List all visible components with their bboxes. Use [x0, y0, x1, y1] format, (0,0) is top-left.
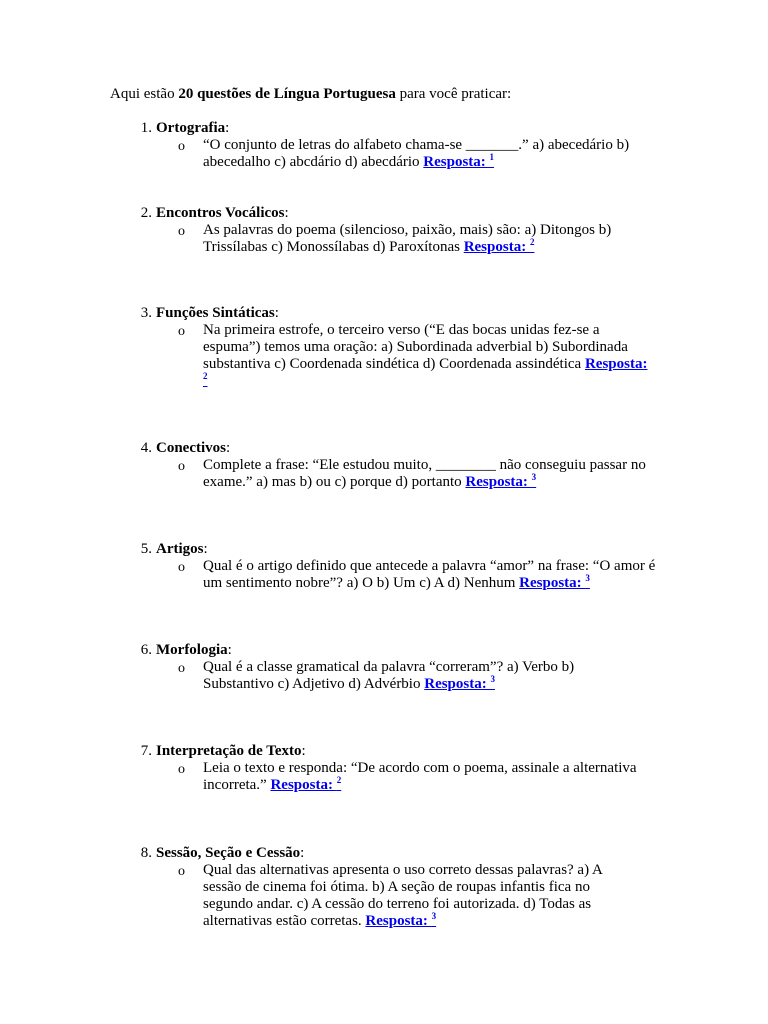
question-body: Qual é o artigo definido que antecede a palavra “amor” na frase: “O amor é um sentimento nobre”? a) O b) Um c) A d) Nenhum	[203, 558, 656, 591]
question-text	[203, 659, 603, 693]
question-body: Na primeira estrofe, o terceiro verso (“E das bocas unidas fez-se a espuma”) temos uma oração: a) Subordinada adverbial b) Subordinada substantiva c) Coordenada sindética d) Coordenada assindética	[203, 322, 628, 372]
question-title: Ortografia	[156, 120, 226, 136]
question-heading	[140, 440, 231, 457]
answer-link[interactable]	[423, 154, 494, 170]
question-number: 7.	[140, 743, 152, 759]
answer-footnote-ref: 2	[336, 775, 342, 785]
answer-label: Resposta:	[519, 575, 586, 591]
answer-footnote-ref: 3	[531, 472, 537, 482]
question-number: 3.	[140, 305, 152, 321]
question-body: Complete a frase: “Ele estudou muito, ________ não conseguiu passar no exame.” a) mas b) ou c) porque d) portanto	[203, 457, 646, 490]
bullet-icon: o	[178, 864, 185, 879]
answer-link[interactable]	[519, 575, 590, 591]
bullet-icon: o	[178, 459, 185, 474]
question-number: 4.	[140, 440, 152, 456]
answer-label: Resposta:	[465, 474, 532, 490]
bullet-icon: o	[178, 324, 185, 339]
question-colon: :	[274, 305, 279, 321]
intro-prefix: Aqui estão	[110, 86, 179, 102]
answer-link[interactable]	[270, 777, 341, 793]
intro-line	[110, 85, 511, 103]
question-text	[203, 457, 659, 491]
question-colon: :	[226, 440, 231, 456]
answer-footnote-ref: 3	[490, 674, 495, 684]
answer-label: Resposta:	[365, 913, 432, 929]
answer-link[interactable]	[465, 474, 536, 490]
question-colon: :	[203, 541, 208, 557]
question-colon: :	[300, 845, 305, 861]
answer-footnote-ref: 3	[431, 911, 437, 921]
answer-footnote-ref: 3	[585, 573, 590, 583]
answer-label: Resposta:	[463, 239, 530, 255]
answer-link[interactable]	[424, 676, 495, 692]
question-body: Qual é a classe gramatical da palavra “correram”? a) Verbo b) Substantivo c) Adjetivo d) Advérbio	[203, 659, 575, 692]
question-title: Encontros Vocálicos	[156, 205, 285, 221]
bullet-icon: o	[178, 139, 185, 154]
question-heading	[140, 541, 208, 558]
question-number: 2.	[140, 205, 152, 221]
question-heading	[140, 305, 279, 322]
intro-bold: 20 questões de Língua Portuguesa	[178, 86, 396, 102]
question-body: Qual das alternativas apresenta o uso correto dessas palavras? a) A sessão de cinema foi ótima. b) A seção de roupas infantis fica no segundo andar. c) A cessão do terreno foi autorizada. d) Todas as alternativas estão corretas.	[203, 862, 603, 929]
question-heading	[140, 205, 289, 222]
question-text	[203, 222, 633, 256]
question-heading	[140, 642, 232, 659]
question-body: “O conjunto de letras do alfabeto chama-se _______.” a) abecedário b) abecedalho c) abcdário d) abecdário	[203, 137, 630, 170]
question-colon: :	[225, 120, 230, 136]
question-text	[203, 760, 659, 794]
question-body: As palavras do poema (silencioso, paixão, mais) são: a) Ditongos b) Trissílabas c) Monossílabas d) Paroxítonas	[203, 222, 612, 255]
question-title: Sessão, Seção e Cessão	[156, 845, 301, 861]
bullet-icon: o	[178, 661, 185, 676]
question-title: Morfologia	[156, 642, 228, 658]
question-colon: :	[301, 743, 306, 759]
question-number: 6.	[140, 642, 152, 658]
question-colon: :	[284, 205, 289, 221]
answer-label: Resposta:	[423, 154, 490, 170]
question-heading	[140, 743, 306, 760]
answer-footnote-ref: 2	[529, 237, 535, 247]
question-title: Funções Sintáticas	[156, 305, 275, 321]
question-colon: :	[227, 642, 232, 658]
answer-label: Resposta:	[584, 356, 648, 372]
bullet-icon: o	[178, 224, 185, 239]
answer-footnote-ref: 1	[489, 152, 495, 162]
bullet-icon: o	[178, 762, 185, 777]
answer-link[interactable]	[464, 239, 535, 255]
answer-label: Resposta:	[424, 676, 491, 692]
question-number: 1.	[140, 120, 152, 136]
answer-link[interactable]	[365, 913, 436, 929]
question-heading	[140, 120, 230, 137]
question-body: Leia o texto e responda: “De acordo com o poema, assinale a alternativa incorreta.”	[203, 760, 637, 793]
bullet-icon: o	[178, 560, 185, 575]
question-title: Interpretação de Texto	[156, 743, 302, 759]
question-title: Conectivos	[156, 440, 226, 456]
answer-label: Resposta:	[270, 777, 337, 793]
question-text	[203, 558, 659, 592]
question-text	[203, 322, 649, 390]
question-number: 5.	[140, 541, 152, 557]
question-text	[203, 862, 623, 930]
question-text	[203, 137, 643, 171]
question-number: 8.	[140, 845, 152, 861]
question-heading	[140, 845, 305, 862]
answer-footnote-ref: 2	[203, 371, 208, 381]
question-title: Artigos	[156, 541, 204, 557]
intro-suffix: para você praticar:	[395, 86, 512, 102]
